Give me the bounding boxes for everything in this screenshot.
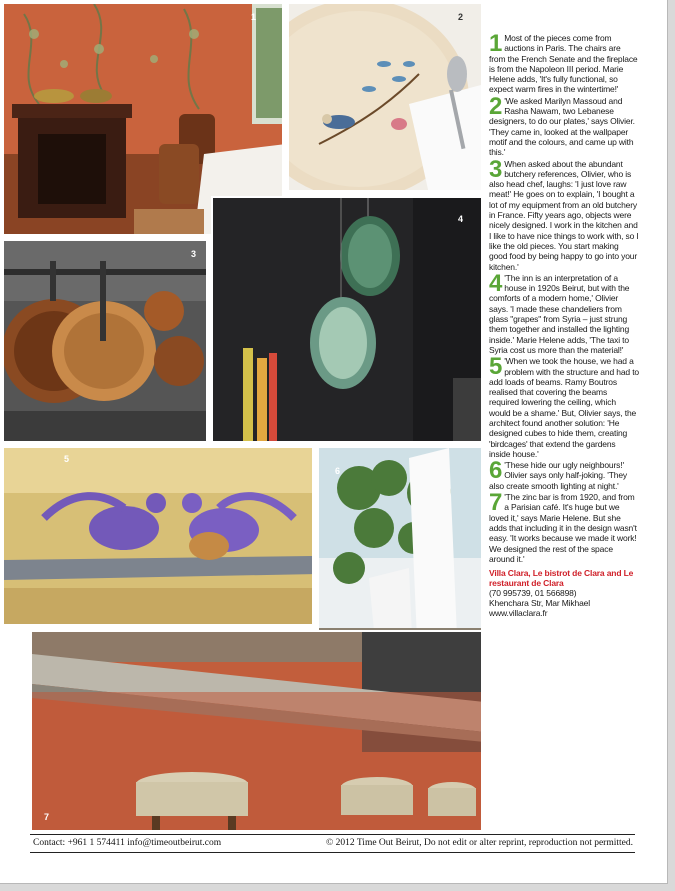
zinc-bar-illustration: [32, 632, 483, 832]
pans-illustration: [4, 241, 208, 443]
caption-text-7: 'The zinc bar is from 1920, and from a Parisian café. It's huge but we loved it,' says Marie Helene. But she adds that including it in the design wasn't easy. 'It works because we made it work! We designed the rest of the space around it.': [489, 492, 637, 564]
caption-text-3: When asked about the abundant butchery references, Olivier, who is also head chef, laughs: 'I just love raw meat!' He goes on to explain, 'I bought a lot of my equipment from an old butchery in France. Fifty years ago, objects were nicely designed. I work in the kitchen and I like to have nice things to work with, so I like the old pieces. You start making good food by being happy to go into your kitchen.': [489, 158, 639, 272]
caption-text-4: 'The inn is an interpretation of a house in 1920s Beirut, but with the comforts of a modern home,' Olivier says. 'I made these chandeliers from glass "grapes" from Syria – just strung them together and installed the lighting inside.' Marie Helene adds, 'The taxi to Syria cost us more than the material!': [489, 272, 630, 355]
caption-number-4: 4: [489, 269, 503, 297]
photo-number-4: 4: [457, 214, 463, 224]
footer-contact: Contact: +961 1 574411 info@timeoutbeirut.com: [33, 838, 222, 848]
footer-copyright: © 2012 Time Out Beirut, Do not edit or alter reprint, reproduction not permitted.: [326, 838, 633, 848]
caption-5: [489, 353, 639, 459]
photo-number-5: 5: [64, 454, 70, 464]
venue-website-link[interactable]: www.villaclara.fr: [489, 608, 548, 619]
caption-number-2: 2: [489, 92, 503, 120]
caption-text-6: 'These hide our ugly neighbours!' Olivier says only half-joking. 'They also create smooth lighting at night.': [489, 460, 628, 491]
caption-3: [489, 155, 639, 272]
caption-number-1: 1: [489, 30, 503, 57]
caption-text-5: 'When we took the house, we had a problem with the structure and had to add loads of beams. Ramy Boutros realised that covering the beams required lowering the ceiling, which would be a shame.' But, Olivier says, the architect found another solution: 'He designed cubes to hide them, creating 'birdcages' that extend the gardens inside house.': [489, 356, 639, 459]
caption-7: [489, 489, 639, 564]
photo-zinc-bar: [30, 630, 483, 832]
caption-text-2: 'We asked Marilyn Massoud and Rasha Nawam, two Lebanese designers, to do our plates,' says Olivier. 'They came in, looked at the wallpaper motif and the colours, and came up with this.': [489, 95, 635, 158]
caption-4: [489, 269, 639, 355]
article-text-column: [489, 30, 639, 619]
photo-pans: [2, 239, 208, 443]
venue-phone: (70 995739, 01 566898): [489, 588, 577, 599]
photo-number-7: 7: [44, 812, 50, 822]
caption-1: [489, 30, 639, 95]
photo-number-1: 1: [250, 12, 256, 22]
footer-bottom-rule: [30, 852, 635, 853]
photo-purple-birds: [2, 446, 314, 626]
venue-info: [489, 568, 639, 618]
photo-number-2: 2: [457, 12, 463, 22]
plate-illustration: [289, 4, 483, 192]
caption-6: [489, 457, 639, 491]
caption-number-5: 5: [489, 353, 503, 381]
photo-number-3: 3: [190, 249, 196, 259]
photo-plate: [287, 2, 483, 192]
caption-2: [489, 92, 639, 158]
birds-illustration: [4, 448, 314, 626]
footer-top-rule: [30, 834, 635, 835]
venue-name: Villa Clara, Le bistrot de Clara and Le restaurant de Clara: [489, 568, 634, 589]
caption-number-3: 3: [489, 155, 503, 183]
caption-number-7: 7: [489, 489, 503, 517]
caption-number-6: 6: [489, 457, 503, 485]
chandeliers-illustration: [213, 198, 483, 443]
venue-address: Khenchara Str, Mar Mikhael: [489, 598, 590, 609]
photo-number-6: 6: [335, 466, 341, 476]
photo-chandeliers: [211, 196, 483, 443]
caption-text-1: Most of the pieces come from auctions in Paris. The chairs are from the French Senate and the fireplace is from the Napoleon III period. Marie Helene adds, 'It's fully functional, so expect warm fires in the wintertime!': [489, 33, 638, 95]
